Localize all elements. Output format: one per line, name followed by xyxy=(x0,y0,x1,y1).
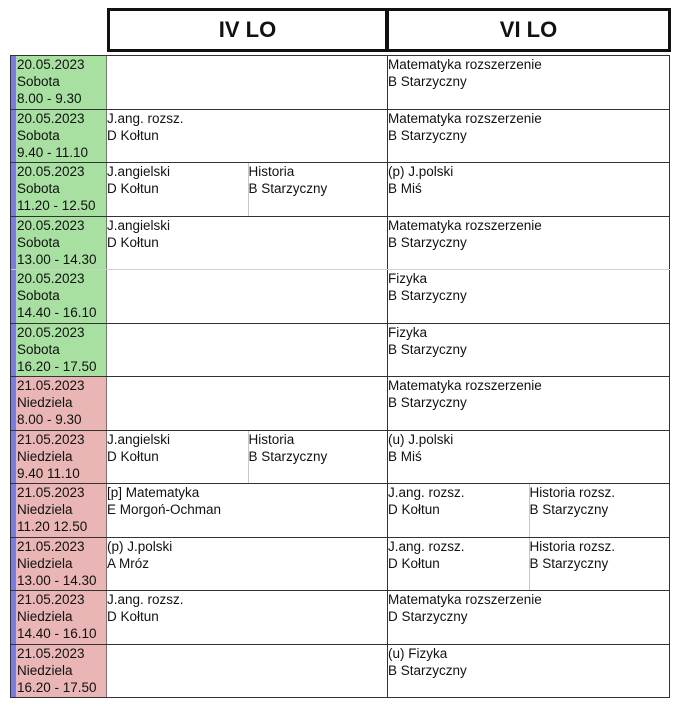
lesson-entry xyxy=(107,431,248,484)
date-cell-time: 16.20 - 17.50 xyxy=(17,679,97,695)
lesson-entry xyxy=(388,324,669,377)
group-iv-cell xyxy=(106,217,387,270)
empty-slot xyxy=(107,645,387,698)
lesson-subject: J.ang. rozsz. xyxy=(107,592,184,607)
date-cell-time: 14.40 - 16.10 xyxy=(17,626,97,641)
group-vi-cell xyxy=(387,163,670,216)
date-cell-time: 8.00 - 9.30 xyxy=(17,91,82,106)
lesson-entry xyxy=(248,431,388,484)
group-iv-cell xyxy=(106,270,387,323)
date-cell-date: 21.05.2023 xyxy=(17,538,85,554)
lesson-subject: Fizyka xyxy=(388,324,428,340)
date-cell-weekday: Sobota xyxy=(17,74,60,89)
date-cell-weekday: Sobota xyxy=(17,341,60,357)
schedule-row xyxy=(11,110,670,164)
lesson-subject: (p) J.polski xyxy=(107,538,173,554)
group-vi-cell xyxy=(387,538,670,591)
lesson-subject: (u) Fizyka xyxy=(388,645,448,661)
lesson-teacher: B Starzyczny xyxy=(388,74,467,89)
date-cell-time: 16.20 - 17.50 xyxy=(17,358,97,374)
group-vi-cell xyxy=(387,645,670,698)
lesson-teacher: D Kołtun xyxy=(107,609,159,624)
schedule-row xyxy=(11,591,670,645)
date-cell-time: 9.40 11.10 xyxy=(17,465,80,481)
group-iv-cell xyxy=(106,324,387,377)
lesson-entry xyxy=(107,163,248,216)
schedule-row xyxy=(11,56,670,110)
lesson-subject: J.angielski xyxy=(107,164,171,179)
date-cell-weekday: Niedziela xyxy=(17,555,73,571)
date-cell-date: 21.05.2023 xyxy=(17,485,85,500)
date-cell-weekday: Niedziela xyxy=(17,609,73,624)
date-cell xyxy=(11,431,106,484)
date-cell-weekday: Sobota xyxy=(17,288,60,303)
date-cell-weekday: Niedziela xyxy=(17,662,73,678)
group-iv-cell xyxy=(106,484,387,537)
date-cell-time: 9.40 - 11.10 xyxy=(17,144,89,160)
lesson-entry xyxy=(388,538,529,591)
lesson-subject: (u) J.polski xyxy=(388,431,454,447)
lesson-subject: J.ang. rozsz. xyxy=(388,485,465,500)
group-vi-cell xyxy=(387,56,670,109)
lesson-teacher: D Kołtun xyxy=(388,502,440,517)
schedule-table xyxy=(10,55,670,698)
lesson-entry xyxy=(529,538,670,591)
lesson-subject: Matematyka rozszerzenie xyxy=(388,217,542,233)
date-cell-date: 21.05.2023 xyxy=(17,645,85,661)
group-iv-cell xyxy=(106,163,387,216)
date-cell-time: 14.40 - 16.10 xyxy=(17,305,97,320)
schedule-row xyxy=(11,324,670,378)
schedule-row xyxy=(11,377,670,431)
date-cell-time: 11.20 - 12.50 xyxy=(17,198,96,213)
date-cell-date: 20.05.2023 xyxy=(17,217,85,233)
date-cell-date: 21.05.2023 xyxy=(17,431,85,447)
group-iv-cell xyxy=(106,110,387,163)
group-iv-cell xyxy=(106,377,387,430)
empty-slot xyxy=(107,324,387,377)
lesson-teacher: B Starzyczny xyxy=(388,395,467,410)
group-vi-cell xyxy=(387,324,670,377)
date-cell xyxy=(11,377,106,430)
lesson-entry xyxy=(388,56,669,109)
lesson-subject: Historia xyxy=(248,164,295,179)
lesson-entry xyxy=(388,645,669,698)
group-vi-cell xyxy=(387,270,670,323)
lesson-subject: J.angielski xyxy=(107,217,171,233)
lesson-entry xyxy=(388,270,669,323)
lesson-entry xyxy=(388,591,669,644)
lesson-entry xyxy=(107,484,387,537)
lesson-subject: [p] Matematyka xyxy=(107,485,200,500)
date-cell xyxy=(11,324,106,377)
lesson-subject: J.ang. rozsz. xyxy=(107,110,184,126)
lesson-teacher: B Starzyczny xyxy=(388,662,467,678)
schedule-row xyxy=(11,217,670,271)
lesson-teacher: B Miś xyxy=(388,448,422,464)
date-cell-date: 20.05.2023 xyxy=(17,271,85,286)
empty-slot xyxy=(107,377,387,430)
lesson-entry xyxy=(248,163,388,216)
group-vi-cell xyxy=(387,217,670,270)
date-cell-weekday: Niedziela xyxy=(17,395,73,410)
date-cell-weekday: Niedziela xyxy=(17,448,73,464)
lesson-entry xyxy=(107,538,387,591)
lesson-teacher: B Starzyczny xyxy=(388,288,467,303)
empty-slot xyxy=(107,270,387,323)
schedule-row xyxy=(11,270,670,324)
header-iv-lo: IV LO xyxy=(107,8,388,52)
lesson-teacher: D Kołtun xyxy=(107,234,159,250)
date-cell-date: 21.05.2023 xyxy=(17,592,85,607)
schedule-row xyxy=(11,431,670,485)
empty-slot xyxy=(107,56,387,109)
date-cell-weekday: Sobota xyxy=(17,234,60,250)
lesson-teacher: D Kołtun xyxy=(388,555,440,571)
group-iv-cell xyxy=(106,56,387,109)
lesson-subject: Historia rozsz. xyxy=(529,538,616,554)
lesson-teacher: D Kołtun xyxy=(107,181,159,196)
lesson-subject: Historia rozsz. xyxy=(529,485,616,500)
lesson-entry xyxy=(388,110,669,163)
schedule-row xyxy=(11,163,670,217)
lesson-teacher: A Mróz xyxy=(107,555,150,571)
date-cell xyxy=(11,538,106,591)
schedule-row xyxy=(11,645,670,699)
date-cell xyxy=(11,270,106,323)
lesson-subject: J.ang. rozsz. xyxy=(388,538,465,554)
date-cell-time: 8.00 - 9.30 xyxy=(17,412,82,427)
lesson-subject: Matematyka rozszerzenie xyxy=(388,57,542,72)
date-cell-time: 11.20 12.50 xyxy=(17,519,88,534)
lesson-teacher: B Starzyczny xyxy=(388,341,467,357)
lesson-subject: Matematyka rozszerzenie xyxy=(388,378,542,393)
lesson-teacher: B Starzyczny xyxy=(529,555,609,571)
lesson-teacher: B Starzyczny xyxy=(388,127,467,143)
lesson-teacher: B Starzyczny xyxy=(248,448,328,464)
lesson-teacher: D Kołtun xyxy=(107,448,159,464)
lesson-subject: J.angielski xyxy=(107,431,171,447)
lesson-entry xyxy=(388,484,529,537)
lesson-teacher: D Starzyczny xyxy=(388,609,468,624)
date-cell xyxy=(11,484,106,537)
lesson-teacher: D Kołtun xyxy=(107,127,159,143)
date-cell-weekday: Niedziela xyxy=(17,502,73,517)
date-cell-date: 20.05.2023 xyxy=(17,164,85,179)
lesson-teacher: B Starzyczny xyxy=(248,181,328,196)
date-cell-date: 21.05.2023 xyxy=(17,378,85,393)
group-vi-cell xyxy=(387,591,670,644)
group-iv-cell xyxy=(106,538,387,591)
date-cell xyxy=(11,110,106,163)
lesson-entry xyxy=(107,591,387,644)
lesson-subject: Matematyka rozszerzenie xyxy=(388,592,542,607)
group-iv-cell xyxy=(106,645,387,698)
group-iv-cell xyxy=(106,591,387,644)
lesson-subject: (p) J.polski xyxy=(388,164,454,179)
group-vi-cell xyxy=(387,431,670,484)
lesson-entry xyxy=(107,110,387,163)
date-cell-date: 20.05.2023 xyxy=(17,110,85,126)
lesson-entry xyxy=(388,377,669,430)
group-iv-cell xyxy=(106,431,387,484)
group-vi-cell xyxy=(387,484,670,537)
lesson-entry xyxy=(107,217,387,270)
lesson-teacher: B Starzyczny xyxy=(388,234,467,250)
date-cell-weekday: Sobota xyxy=(17,181,60,196)
date-cell xyxy=(11,163,106,216)
date-cell xyxy=(11,591,106,644)
lesson-teacher: B Miś xyxy=(388,181,422,196)
date-cell xyxy=(11,645,106,698)
date-cell xyxy=(11,217,106,270)
lesson-entry xyxy=(529,484,670,537)
schedule-row xyxy=(11,484,670,538)
lesson-subject: Matematyka rozszerzenie xyxy=(388,110,542,126)
date-cell-weekday: Sobota xyxy=(17,127,60,143)
schedule-row xyxy=(11,538,670,592)
lesson-entry xyxy=(388,431,669,484)
date-cell-date: 20.05.2023 xyxy=(17,324,85,340)
group-vi-cell xyxy=(387,377,670,430)
date-cell xyxy=(11,56,106,109)
header-vi-lo: VI LO xyxy=(386,8,671,52)
lesson-teacher: B Starzyczny xyxy=(529,502,609,517)
lesson-teacher: E Morgoń-Ochman xyxy=(107,502,222,517)
lesson-entry xyxy=(388,163,669,216)
date-cell-date: 20.05.2023 xyxy=(17,57,85,72)
lesson-subject: Historia xyxy=(248,431,295,447)
group-vi-cell xyxy=(387,110,670,163)
date-cell-time: 13.00 - 14.30 xyxy=(17,251,97,267)
date-cell-time: 13.00 - 14.30 xyxy=(17,572,97,588)
lesson-subject: Fizyka xyxy=(388,271,428,286)
lesson-entry xyxy=(388,217,669,270)
